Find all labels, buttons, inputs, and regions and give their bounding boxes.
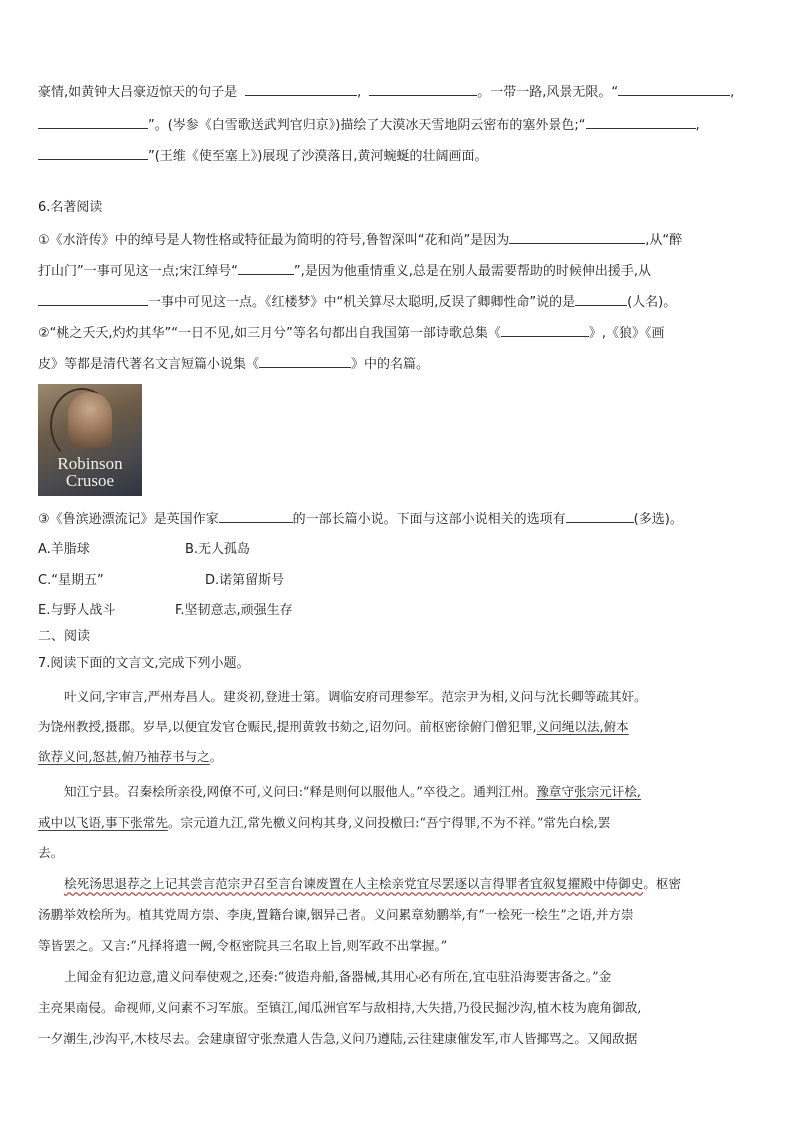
- answer-blank[interactable]: [618, 83, 730, 96]
- poem-text: ,: [695, 118, 700, 133]
- passage-line: [64, 784, 641, 800]
- q6-text: 的一部长篇小说。下面与这部小说相关的选项有: [292, 512, 566, 527]
- q6-text: (人名)。: [627, 295, 677, 310]
- q6-text: 打山门”一事可见这一点;宋江绰号“: [38, 264, 238, 279]
- answer-blank[interactable]: [259, 355, 351, 368]
- question-7-prompt: 7.阅读下面的文言文,完成下列小题。: [38, 656, 250, 671]
- passage-text: 。宗元道九江,常先檄义问构其身,义问投檄曰:“吾宁得罪,不为不祥。”常先白桧,罢: [167, 815, 611, 830]
- q6-para-3: [38, 293, 676, 311]
- q6-text: 皮》等都是清代著名文言短篇小说集《: [38, 357, 260, 372]
- q6-text: ,从“醉: [645, 233, 683, 248]
- q6-text: ③《鲁滨逊漂流记》是英国作家: [38, 512, 219, 527]
- cover-title-line-1: Robinson: [57, 454, 123, 473]
- answer-blank[interactable]: [38, 116, 148, 129]
- answer-blank[interactable]: [238, 262, 294, 275]
- poem-text: ”。(岑参《白雪歌送武判官归京》)描绘了大漠冰天雪地阴云密布的塞外景色;“: [148, 118, 586, 133]
- q6-para-6: [38, 510, 683, 528]
- passage-text: 。枢密: [643, 876, 682, 891]
- poem-text: ,: [730, 85, 735, 100]
- poem-text: ,: [357, 85, 362, 100]
- passage-line: [38, 815, 610, 831]
- passage-text: 知江宁县。召秦桧所亲役,网僚不可,义问曰:“释是则何以服他人。”卒役之。通判江州。: [64, 784, 537, 799]
- robinson-crusoe-cover-image: [38, 384, 142, 496]
- q6-text: 》中的名篇。: [351, 357, 430, 372]
- option-b[interactable]: B.无人孤岛: [185, 542, 251, 557]
- poem-line-3: [38, 147, 488, 165]
- passage-line: 上闻金有犯边意,遣义问奉使观之,还奏:“彼造舟船,备器械,其用心必有所在,宜屯驻沿海要害备之。”金: [64, 969, 612, 984]
- poem-text: 。一带一路,风景无限。“: [477, 85, 619, 100]
- q6-para-1: [38, 231, 682, 249]
- passage-line: [38, 719, 629, 735]
- answer-blank[interactable]: [245, 83, 357, 96]
- passage-line: [64, 876, 681, 892]
- passage-line: 去。: [38, 845, 64, 860]
- answer-blank[interactable]: [586, 116, 696, 129]
- answer-blank[interactable]: [38, 147, 148, 160]
- underlined-sentence: 戒中以飞语,事下张常先: [38, 815, 168, 830]
- answer-blank[interactable]: [38, 293, 148, 306]
- q6-text: 》,《狼》《画: [588, 326, 665, 341]
- q6-text: ”,是因为他重情重义,总是在别人最需要帮助的时候伸出援手,从: [293, 264, 651, 279]
- poem-line-1: [38, 83, 734, 101]
- option-e[interactable]: E.与野人战斗: [38, 603, 116, 618]
- poem-line-2: [38, 116, 700, 134]
- answer-blank[interactable]: [369, 83, 477, 96]
- passage-text: 。: [209, 749, 223, 764]
- question-6-heading: 6.名著阅读: [38, 200, 103, 215]
- wavy-underlined-sentence: 桧死汤思退荐之上记其尝言范宗尹召至言台谏废置在人主桧亲党宜尽罢逐以言得罪者宜叙复擢殿中侍御史: [64, 876, 644, 891]
- passage-line: 汤鹏举效桧所为。植其党周方崇、李庚,置籍台谏,铟异己者。义问累章劾鹏举,有“一桧死一桧生”之语,并方崇: [38, 907, 634, 922]
- cover-title-line-2: Crusoe: [65, 471, 115, 490]
- q6-para-2: [38, 262, 651, 280]
- answer-blank[interactable]: [566, 510, 634, 523]
- passage-line: 主亮果南侵。命视师,义问素不习军旅。至镇江,闻瓜洲官军与敌相持,大失措,乃役民掘沙沟,植木枝为鹿角御敌,: [38, 1000, 642, 1015]
- passage-line: 等皆罢之。又言:“凡择将遣一阙,令枢密院具三名取上旨,则军政不出掌握。”: [38, 938, 448, 953]
- q6-para-5: [38, 355, 429, 373]
- answer-blank[interactable]: [501, 324, 589, 337]
- passage-text: 为饶州教授,摄郡。岁旱,以便宜发官仓赈民,提刑黄敦书劾之,诏勿问。前枢密徐俯门僧犯罪,: [38, 719, 537, 734]
- cover-figure-graphic: [68, 392, 112, 448]
- option-c[interactable]: C.“星期五”: [38, 573, 104, 588]
- passage-line: 一夕潮生,沙沟平,木枝尽去。会建康留守张焘遣人告急,义问乃遵陆,云往建康催发军,市人皆揶骂之。又闻敌据: [38, 1031, 638, 1046]
- option-a[interactable]: A.羊脂球: [38, 542, 90, 557]
- poem-text: 豪情,如黄钟大吕豪迈惊天的句子是: [38, 85, 238, 100]
- option-d[interactable]: D.诺第留斯号: [205, 573, 285, 588]
- passage-line: 叶义问,字审言,严州寿昌人。建炎初,登进士第。调临安府司理参军。范宗尹为相,义问与沈长卿等疏其奸。: [64, 689, 647, 704]
- q6-text: ②“桃之夭夭,灼灼其华”“一日不见,如三月兮”等名句都出自我国第一部诗歌总集《: [38, 326, 501, 341]
- underlined-sentence: 豫章守张宗元讦桧,: [536, 784, 641, 799]
- q6-para-4: [38, 324, 665, 342]
- underlined-sentence: 欲荐义问,怒甚,俯乃袖荐书与之: [38, 749, 210, 764]
- underlined-sentence: 义问绳以法,俯本: [536, 719, 629, 734]
- q6-text: (多选)。: [633, 512, 683, 527]
- answer-blank[interactable]: [509, 231, 645, 244]
- answer-blank[interactable]: [575, 293, 627, 306]
- answer-blank[interactable]: [219, 510, 293, 523]
- poem-text: ”(王维《使至塞上》)展现了沙漠落日,黄河蜿蜒的壮阔画面。: [148, 149, 488, 164]
- passage-line: [38, 749, 222, 765]
- q6-text: ①《水浒传》中的绰号是人物性格或特征最为简明的符号,鲁智深叫“花和尚”是因为: [38, 233, 510, 248]
- part-2-heading: 二、阅读: [38, 629, 91, 644]
- option-f[interactable]: F.坚韧意志,顽强生存: [175, 603, 293, 618]
- q6-text: 一事中可见这一点。《红楼梦》中“机关算尽太聪明,反误了卿卿性命”说的是: [148, 295, 576, 310]
